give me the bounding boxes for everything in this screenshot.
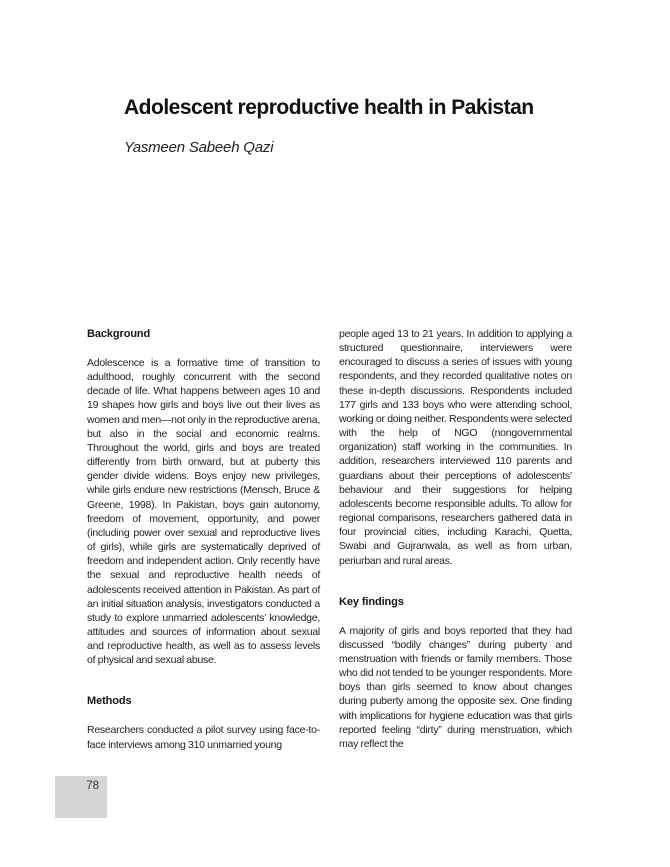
key-findings-paragraph: A majority of girls and boys reported that they had discussed “bodily changes” during puberty and menstruation with friends or family members. Those who did not tended to be younger respondents. More boys than girls seemed to know about changes during puberty among the opposite sex. One finding with implications for hygiene education was that girls reported feeling “dirty” during menstruation, which may reflect the (339, 624, 572, 750)
page-number: 78 (86, 780, 99, 792)
article-author: Yasmeen Sabeeh Qazi (124, 139, 274, 156)
methods-paragraph-column1: Researchers conducted a pilot survey using face-to-face interviews among 310 unmarried young (87, 724, 320, 751)
page-number-box (55, 776, 107, 818)
section-heading-background: Background (87, 328, 151, 340)
left-column (87, 327, 320, 752)
section-heading-key-findings: Key findings (339, 595, 404, 608)
background-paragraph: Adolescence is a formative time of transition to adulthood, roughly concurrent with the second decade of life. What happens between ages 10 and 19 shapes how girls and boys live out their lives as women and men—not only in the reproductive arena, but also in the social and economic realms. Throughout the world, girls and boys are treated differently from birth onward, but at puberty this gender divide widens. Boys enjoy new privileges, while girls endure new restrictions (Mensch, Bruce & Greene, 1998). In Pakistan, boys gain autonomy, freedom of movement, opportunity, and power (including power over sexual and reproductive lives of girls), while girls are systematically deprived of freedom and independent action. Only recently have the sexual and reproductive health needs of adolescents received attention in Pakistan. As part of an initial situation analysis, investigators conducted a study to explore unmarried adolescents’ knowledge, attitudes and sources of information about sexual and reproductive health, as well as to assess levels of physical and sexual abuse. (87, 357, 320, 667)
article-title: Adolescent reproductive health in Pakistan (124, 96, 534, 119)
section-heading-methods: Methods (87, 695, 132, 708)
right-column (339, 327, 572, 751)
methods-paragraph-column2: people aged 13 to 21 years. In addition to applying a structured questionnaire, interviewers were encouraged to discuss a series of issues with young respondents, and they recorded qualitative notes on these in-depth discussions. Respondents included 177 girls and 133 boys who were attending school, working or doing neither. Respondents were selected with the help of NGO (nongovernmental organization) staff working in the communities. In addition, researchers interviewed 110 parents and guardians about their perceptions of adolescents’ behaviour and their suggestions for helping adolescents become responsible adults. To allow for regional comparisons, researchers gathered data in four provincial cities, including Karachi, Quetta, Swabi and Gujranwala, as well as from urban, periurban and rural areas. (339, 328, 572, 567)
